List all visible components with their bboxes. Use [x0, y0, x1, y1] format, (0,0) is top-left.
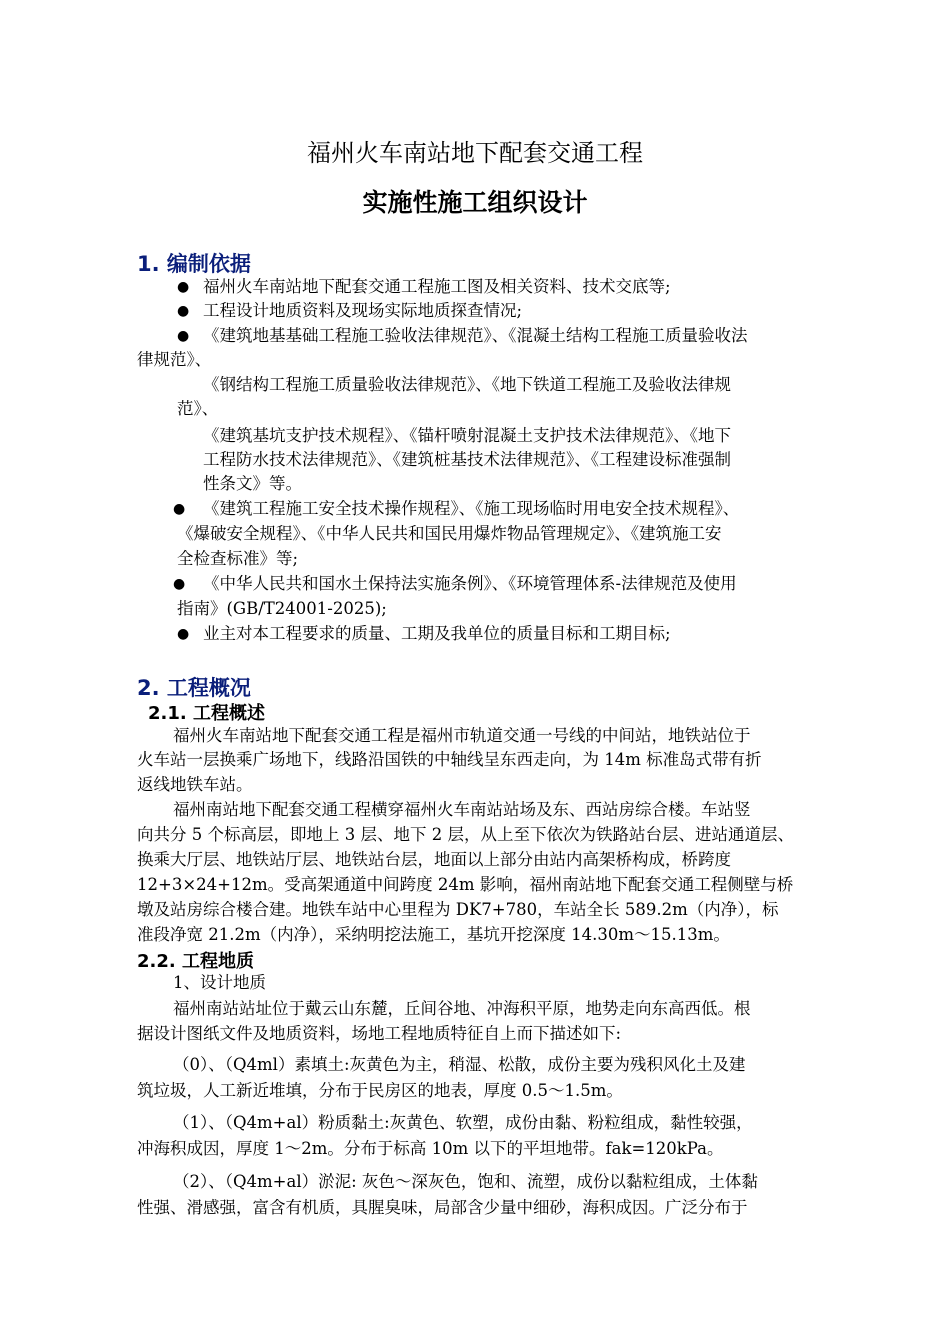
- overview-line: 换乘大厅层、地铁站厅层、地铁站台层，地面以上部分由站内高架桥构成，桥跨度: [137, 850, 731, 869]
- section-2-2-heading: 2.2. 工程地质: [137, 951, 254, 972]
- section-1-heading: 1. 编制依据: [137, 252, 251, 276]
- overview-line: 返线地铁车站。: [137, 775, 253, 794]
- basis-line: 全检查标准》等;: [177, 549, 299, 568]
- basis-line: 《建筑地基基础工程施工验收法律规范》、《混凝土结构工程施工质量验收法: [203, 326, 748, 345]
- geology-line: （0）、（Q4ml）素填土:灰黄色为主，稍湿、松散，成份主要为残积风化土及建: [173, 1055, 746, 1074]
- basis-line: 《爆破安全规程》、《中华人民共和国民用爆炸物品管理规定》、《建筑施工安: [177, 524, 722, 543]
- basis-line: 工程设计地质资料及现场实际地质探查情况;: [203, 301, 523, 320]
- overview-line: 向共分 5 个标高层，即地上 3 层、地下 2 层，从上至下依次为铁路站台层、进站通道层、: [137, 825, 794, 844]
- bullet-icon: ●: [177, 626, 190, 642]
- basis-line: 范》、: [177, 399, 219, 418]
- overview-line: 福州南站地下配套交通工程横穿福州火车南站站场及东、西站房综合楼。车站竖: [173, 800, 751, 819]
- geology-line: 据设计图纸文件及地质资料，场地工程地质特征自上而下描述如下:: [137, 1024, 622, 1043]
- geology-line: 1、设计地质: [173, 973, 266, 992]
- bullet-icon: ●: [177, 303, 190, 319]
- basis-line: 业主对本工程要求的质量、工期及我单位的质量目标和工期目标;: [203, 624, 671, 643]
- geology-line: 筑垃圾，人工新近堆填，分布于民房区的地表，厚度 0.5～1.5m。: [137, 1081, 623, 1100]
- basis-line: 性条文》等。: [203, 474, 302, 493]
- basis-line: 《建筑工程施工安全技术操作规程》、《施工现场临时用电安全技术规程》、: [203, 499, 740, 518]
- document-subtitle: 实施性施工组织设计: [362, 188, 588, 217]
- basis-line: 工程防水技术法律规范》、《建筑桩基技术法律规范》、《工程建设标准强制: [203, 450, 731, 469]
- overview-line: 福州火车南站地下配套交通工程是福州市轨道交通一号线的中间站，地铁站位于: [173, 726, 751, 745]
- basis-line: 律规范》、: [137, 350, 212, 369]
- bullet-icon: ●: [177, 328, 190, 344]
- geology-line: （2）、（Q4m+al）淤泥: 灰色～深灰色，饱和、流塑，成份以黏粒组成，土体黏: [173, 1172, 758, 1191]
- bullet-icon: ●: [173, 501, 186, 517]
- overview-line: 火车站一层换乘广场地下，线路沿国铁的中轴线呈东西走向，为 14m 标准岛式带有折: [137, 750, 762, 769]
- section-2-1-heading: 2.1. 工程概述: [148, 703, 265, 724]
- overview-line: 准段净宽 21.2m（内净），采纳明挖法施工，基坑开挖深度 14.30m～15.13m。: [137, 925, 730, 944]
- bullet-icon: ●: [177, 279, 190, 295]
- basis-line: 《建筑基坑支护技术规程》、《锚杆喷射混凝土支护技术法律规范》、《地下: [203, 426, 731, 445]
- geology-line: 性强、滑感强，富含有机质，具腥臭味，局部含少量中细砂，海积成因。广泛分布于: [137, 1198, 748, 1217]
- basis-line: 《中华人民共和国水土保持法实施条例》、《环境管理体系-法律规范及使用: [203, 574, 737, 593]
- basis-line: 《钢结构工程施工质量验收法律规范》、《地下铁道工程施工及验收法律规: [203, 375, 731, 394]
- basis-line: 指南》(GB/T24001-2025);: [177, 599, 387, 618]
- basis-line: 福州火车南站地下配套交通工程施工图及相关资料、技术交底等;: [203, 277, 671, 296]
- section-2-heading: 2. 工程概况: [137, 676, 251, 700]
- geology-line: （1）、（Q4m+al）粉质黏土:灰黄色、软塑，成份由黏、粉粒组成，黏性较强，: [173, 1113, 753, 1132]
- geology-line: 冲海积成因，厚度 1～2m。分布于标高 10m 以下的平坦地带。fak=120kPa。: [137, 1139, 724, 1158]
- bullet-icon: ●: [173, 576, 186, 592]
- geology-line: 福州南站站址位于戴云山东麓，丘间谷地、冲海积平原，地势走向东高西低。根: [173, 999, 751, 1018]
- overview-line: 墩及站房综合楼合建。地铁车站中心里程为 DK7+780，车站全长 589.2m（内净），标: [137, 900, 779, 919]
- overview-line: 12+3×24+12m。受高架通道中间跨度 24m 影响，福州南站地下配套交通工程侧壁与桥: [137, 875, 794, 894]
- document-title: 福州火车南站地下配套交通工程: [307, 139, 643, 167]
